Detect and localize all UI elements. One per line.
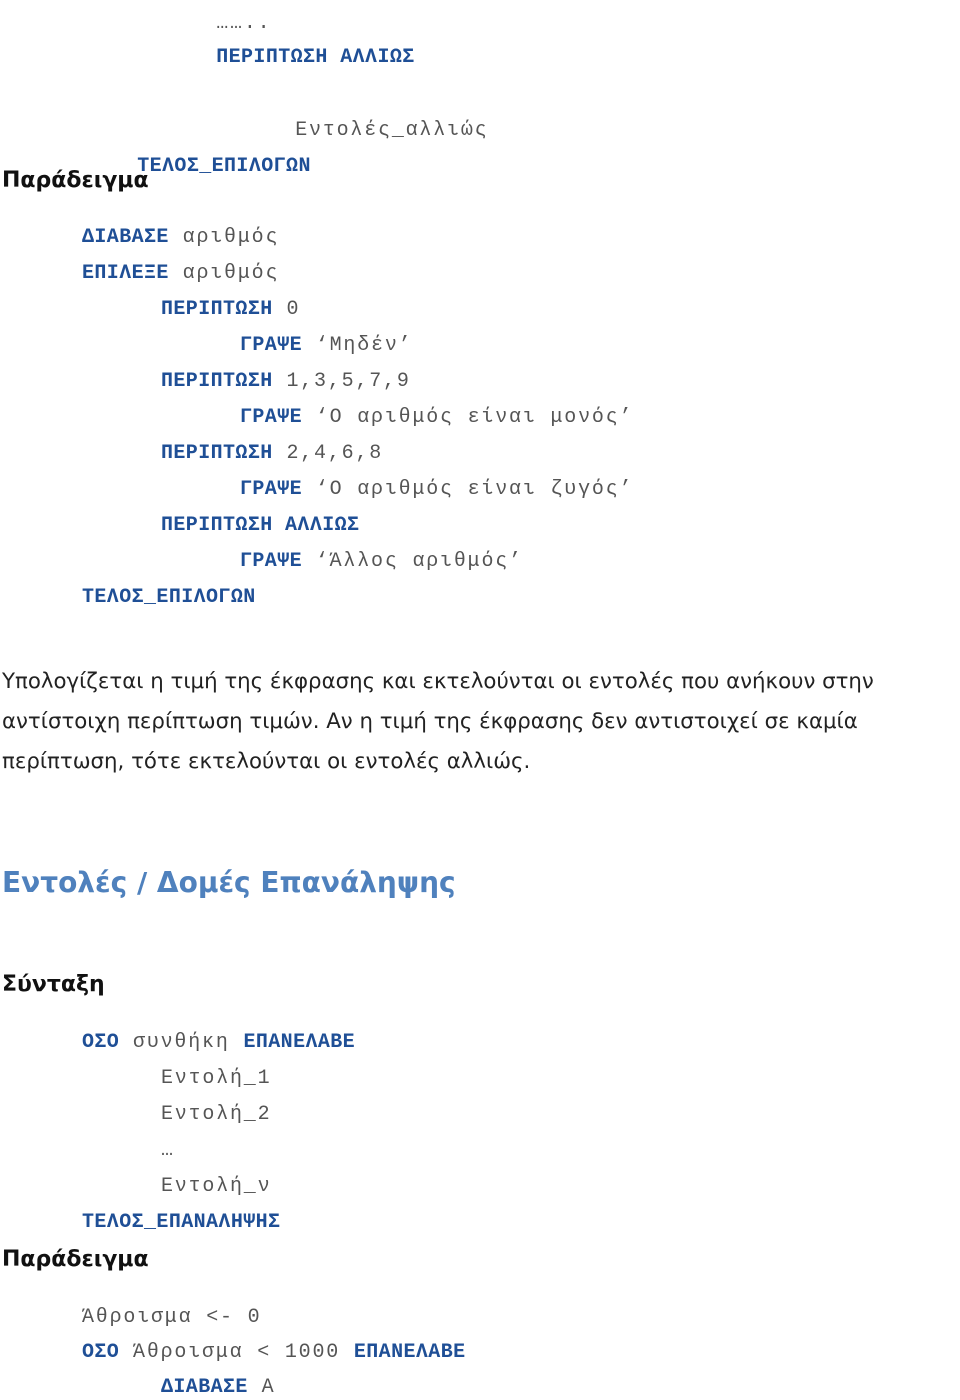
variable-a: Α (261, 1376, 276, 1399)
keyword-end-select: ΤΕΛΟΣ_ΕΠΙΛΟΓΩΝ (82, 586, 256, 609)
code-line-write-even (240, 478, 633, 502)
command-text: Εντολή_1 (161, 1067, 272, 1090)
code-line-case-even (161, 442, 383, 466)
code-line-assign (82, 1306, 261, 1330)
keyword-while: ΟΣΟ (82, 1031, 120, 1054)
code-line-end-loop (82, 1211, 280, 1235)
variable-number: αριθμός (182, 226, 280, 249)
code-line-select (82, 262, 279, 286)
keyword-write: ΓΡΑΨΕ (240, 334, 303, 357)
code-line-read (161, 1376, 275, 1400)
code-line-end-select (82, 586, 256, 610)
code-line-command-1 (161, 1067, 271, 1091)
command-text: Εντολή_ν (161, 1175, 272, 1198)
ellipsis-text: …….. (216, 12, 272, 35)
keyword-case-else: ΠΕΡΙΠΤΩΣΗ ΑΛΛΙΩΣ (216, 46, 415, 69)
keyword-end-loop: ΤΕΛΟΣ_ΕΠΑΝΑΛΗΨΗΣ (82, 1211, 281, 1234)
write-string: ‘Ο αριθμός είναι ζυγός’ (315, 478, 634, 501)
code-line-ellipsis (161, 1139, 175, 1163)
keyword-write: ΓΡΑΨΕ (240, 550, 303, 573)
keyword-case: ΠΕΡΙΠΤΩΣΗ (161, 442, 273, 465)
code-line-write-other (240, 550, 523, 574)
example-heading: Παράδειγμα (2, 168, 149, 193)
write-string: ‘Μηδέν’ (315, 334, 413, 357)
code-line-command-2 (161, 1103, 271, 1127)
syntax-heading: Σύνταξη (2, 972, 105, 997)
code-line-case-0 (161, 298, 300, 322)
keyword-while: ΟΣΟ (82, 1341, 120, 1364)
keyword-case: ΠΕΡΙΠΤΩΣΗ (161, 370, 273, 393)
code-line-case-odd (161, 370, 411, 394)
code-line-command-n (161, 1175, 271, 1199)
write-string: ‘Άλλος αριθμός’ (315, 550, 523, 573)
ellipsis-text: … (161, 1139, 175, 1162)
else-commands-text: Εντολές_αλλιώς (295, 119, 489, 142)
keyword-repeat: ΕΠΑΝΕΛΑΒΕ (243, 1031, 356, 1054)
description-paragraph: Υπολογίζεται η τιμή της έκφρασης και εκτελούνται οι εντολές που ανήκουν στην αντίστοιχη περίπτωση τιμών. Αν η τιμή της έκφρασης δεν αντιστοιχεί σε καμία περίπτωση, τότε εκτελούνται οι εντολές αλλιώς. (2, 669, 874, 774)
keyword-write: ΓΡΑΨΕ (240, 478, 303, 501)
condition-text: Άθροισμα < 1000 (133, 1341, 341, 1364)
code-line-case-else (161, 22, 415, 94)
assignment-text: Άθροισμα <- 0 (82, 1306, 262, 1329)
keyword-write: ΓΡΑΨΕ (240, 406, 303, 429)
example-heading: Παράδειγμα (2, 1247, 149, 1272)
section-title: Εντολές / Δομές Επανάληψης (2, 866, 456, 899)
keyword-case-else: ΠΕΡΙΠΤΩΣΗ ΑΛΛΙΩΣ (161, 514, 360, 537)
case-value: 2,4,6,8 (286, 442, 384, 465)
keyword-case: ΠΕΡΙΠΤΩΣΗ (161, 298, 273, 321)
code-line-while (82, 1341, 466, 1365)
condition-text: συνθήκη (133, 1031, 230, 1054)
case-value: 0 (286, 298, 301, 321)
code-line-write-odd (240, 406, 633, 430)
command-text: Εντολή_2 (161, 1103, 272, 1126)
code-line-while (82, 1031, 355, 1055)
write-string: ‘Ο αριθμός είναι μονός’ (315, 406, 634, 429)
case-value: 1,3,5,7,9 (286, 370, 411, 393)
keyword-read: ΔΙΑΒΑΣΕ (82, 226, 169, 249)
code-line-read (82, 226, 279, 250)
code-line-case-else (161, 514, 359, 538)
keyword-end-select: ΤΕΛΟΣ_ΕΠΙΛΟΓΩΝ (137, 155, 311, 178)
variable-number: αριθμός (182, 262, 280, 285)
keyword-select: ΕΠΙΛΕΞΕ (82, 262, 169, 285)
keyword-read: ΔΙΑΒΑΣΕ (161, 1376, 248, 1399)
code-line-write-zero (240, 334, 412, 358)
keyword-repeat: ΕΠΑΝΕΛΑΒΕ (353, 1341, 466, 1364)
